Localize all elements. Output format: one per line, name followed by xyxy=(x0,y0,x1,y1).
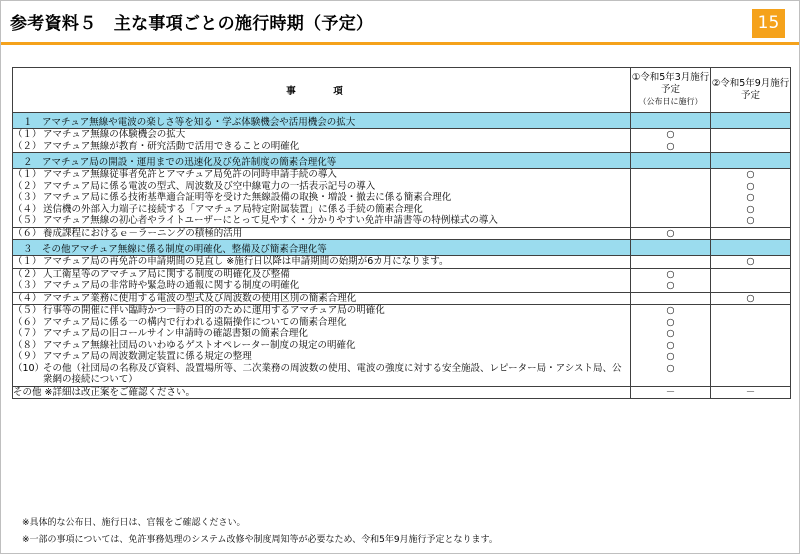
group-4-col-b: ○ xyxy=(711,256,791,269)
group-4-col-a xyxy=(631,256,711,269)
group-4-items xyxy=(13,256,631,269)
group-3-items xyxy=(13,227,631,240)
group-row-3 xyxy=(13,227,791,240)
group-row-4 xyxy=(13,256,791,269)
header-col-a-label: ①令和5年3月施行予定 xyxy=(631,72,710,95)
other-row xyxy=(13,386,791,399)
list-item: （６） アマチュア局に係る一の構内で行われる遠隔操作についての簡素合理化 xyxy=(13,316,347,328)
list-item: （１） アマチュア局の再免許の申請期間の見直し ※施行日以降は申請期間の始期が6カ月になります。 xyxy=(13,256,449,267)
title-bar xyxy=(0,0,800,42)
header-col-b: ②令和5年9月施行予定 xyxy=(711,68,791,113)
group-row-2 xyxy=(13,169,791,228)
list-item: （２） アマチュア局に係る電波の型式、周波数及び空中線電力の一括表示記号の導入 xyxy=(13,180,376,192)
list-item: （９） アマチュア局の周波数測定装置に係る規定の整理 xyxy=(13,351,252,362)
section-label-3: ３ その他アマチュア無線に係る制度の明確化、整備及び簡素合理化等 xyxy=(13,240,631,256)
page-number-badge: 15 xyxy=(752,9,785,38)
list-item: （１） アマチュア無線従事者免許とアマチュア局免許の同時申請手続の導入 xyxy=(13,169,337,180)
group-2-col-a xyxy=(631,169,711,228)
group-6-items xyxy=(13,292,631,305)
header-item: 事 項 xyxy=(13,68,631,113)
footnote-1: ※具体的な公布日、施行日は、官報をご確認ください。 xyxy=(22,518,246,528)
header-col-a-note: （公布日に施行） xyxy=(638,97,703,106)
group-7-items xyxy=(13,305,631,387)
list-item: （１） アマチュア無線の体験機会の拡大 xyxy=(13,129,186,140)
footnote-2: ※一部の事項については、免許事務処理のシステム改修や制度周知等が必要なため、令和5年9月施行予定となります。 xyxy=(22,535,498,545)
section-row-1 xyxy=(13,113,791,129)
group-row-7 xyxy=(13,305,791,387)
list-item: （10） その他（社団局の名称及び資料、設置場所等、二次業務の周波数の使用、電波の強度に対する安全施設、レピーター局・アシスト局、公衆網の接続について） xyxy=(13,362,622,385)
section-row-3 xyxy=(13,240,791,256)
list-item: （２） アマチュア無線が教育・研究活動で活用できることの明確化 xyxy=(13,140,300,152)
other-col-b: － xyxy=(711,386,791,399)
list-item: （３） アマチュア局の非常時や緊急時の通報に関する制度の明確化 xyxy=(13,280,300,291)
group-6-col-b: ○ xyxy=(711,292,791,305)
group-1-col-a: ○ ○ xyxy=(631,129,711,153)
section-label-2: ２ アマチュア局の開設・運用までの迅速化及び免許制度の簡素合理化等 xyxy=(13,153,631,169)
other-label: その他 ※詳細は改正案をご確認ください。 xyxy=(13,386,631,399)
group-7-col-a: ○ ○ ○ ○ ○ ○ xyxy=(631,305,711,387)
list-item: （６） 養成課程におけるｅ－ラーニングの積極的活用 xyxy=(13,227,243,239)
list-item: （３） アマチュア局に係る技術基準適合証明等を受けた無線設備の取換・増設・撤去に係る簡素合理化 xyxy=(13,192,452,203)
group-2-col-b: ○ ○ ○ ○ ○ xyxy=(711,169,791,228)
group-row-1 xyxy=(13,129,791,153)
section-row-2 xyxy=(13,153,791,169)
header-row xyxy=(13,68,791,113)
group-5-items xyxy=(13,268,631,292)
title-rule xyxy=(0,42,800,45)
group-1-col-b xyxy=(711,129,791,153)
list-item: （８） アマチュア無線社団局のいわゆるゲストオペレーター制度の規定の明確化 xyxy=(13,339,356,351)
list-item: （４） アマチュア業務に使用する電波の型式及び周波数の使用区別の簡素合理化 xyxy=(13,292,357,304)
other-col-a: － xyxy=(631,386,711,399)
group-row-6 xyxy=(13,292,791,305)
schedule-table xyxy=(12,67,791,399)
footnotes xyxy=(22,515,498,549)
group-5-col-a: ○ ○ xyxy=(631,268,711,292)
group-2-items xyxy=(13,169,631,228)
list-item: （７） アマチュア局の旧コールサイン申請時の確認書類の簡素合理化 xyxy=(13,328,308,339)
list-item: （２） 人工衛星等のアマチュア局に関する制度の明確化及び整備 xyxy=(13,268,290,280)
list-item: （５） アマチュア無線の初心者やライトユーザーにとって見やすく・分かりやすい免許申請書等の特例様式の導入 xyxy=(13,215,498,226)
group-3-col-b xyxy=(711,227,791,240)
group-3-col-a: ○ xyxy=(631,227,711,240)
group-7-col-b xyxy=(711,305,791,387)
page-title: 参考資料５ 主な事項ごとの施行時期（予定） xyxy=(10,14,374,34)
group-row-5 xyxy=(13,268,791,292)
list-item: （５） 行事等の開催に伴い臨時かつ一時の目的のために運用するアマチュア局の明確化 xyxy=(13,305,385,316)
group-6-col-a xyxy=(631,292,711,305)
header-col-a xyxy=(631,68,711,113)
group-5-col-b xyxy=(711,268,791,292)
group-1-items xyxy=(13,129,631,153)
list-item: （４） 送信機の外部入力端子に接続する「アマチュア局特定附属装置」に係る手続の簡素合理化 xyxy=(13,203,423,215)
section-label-1: １ アマチュア無線や電波の楽しさ等を知る・学ぶ体験機会や活用機会の拡大 xyxy=(13,113,631,129)
